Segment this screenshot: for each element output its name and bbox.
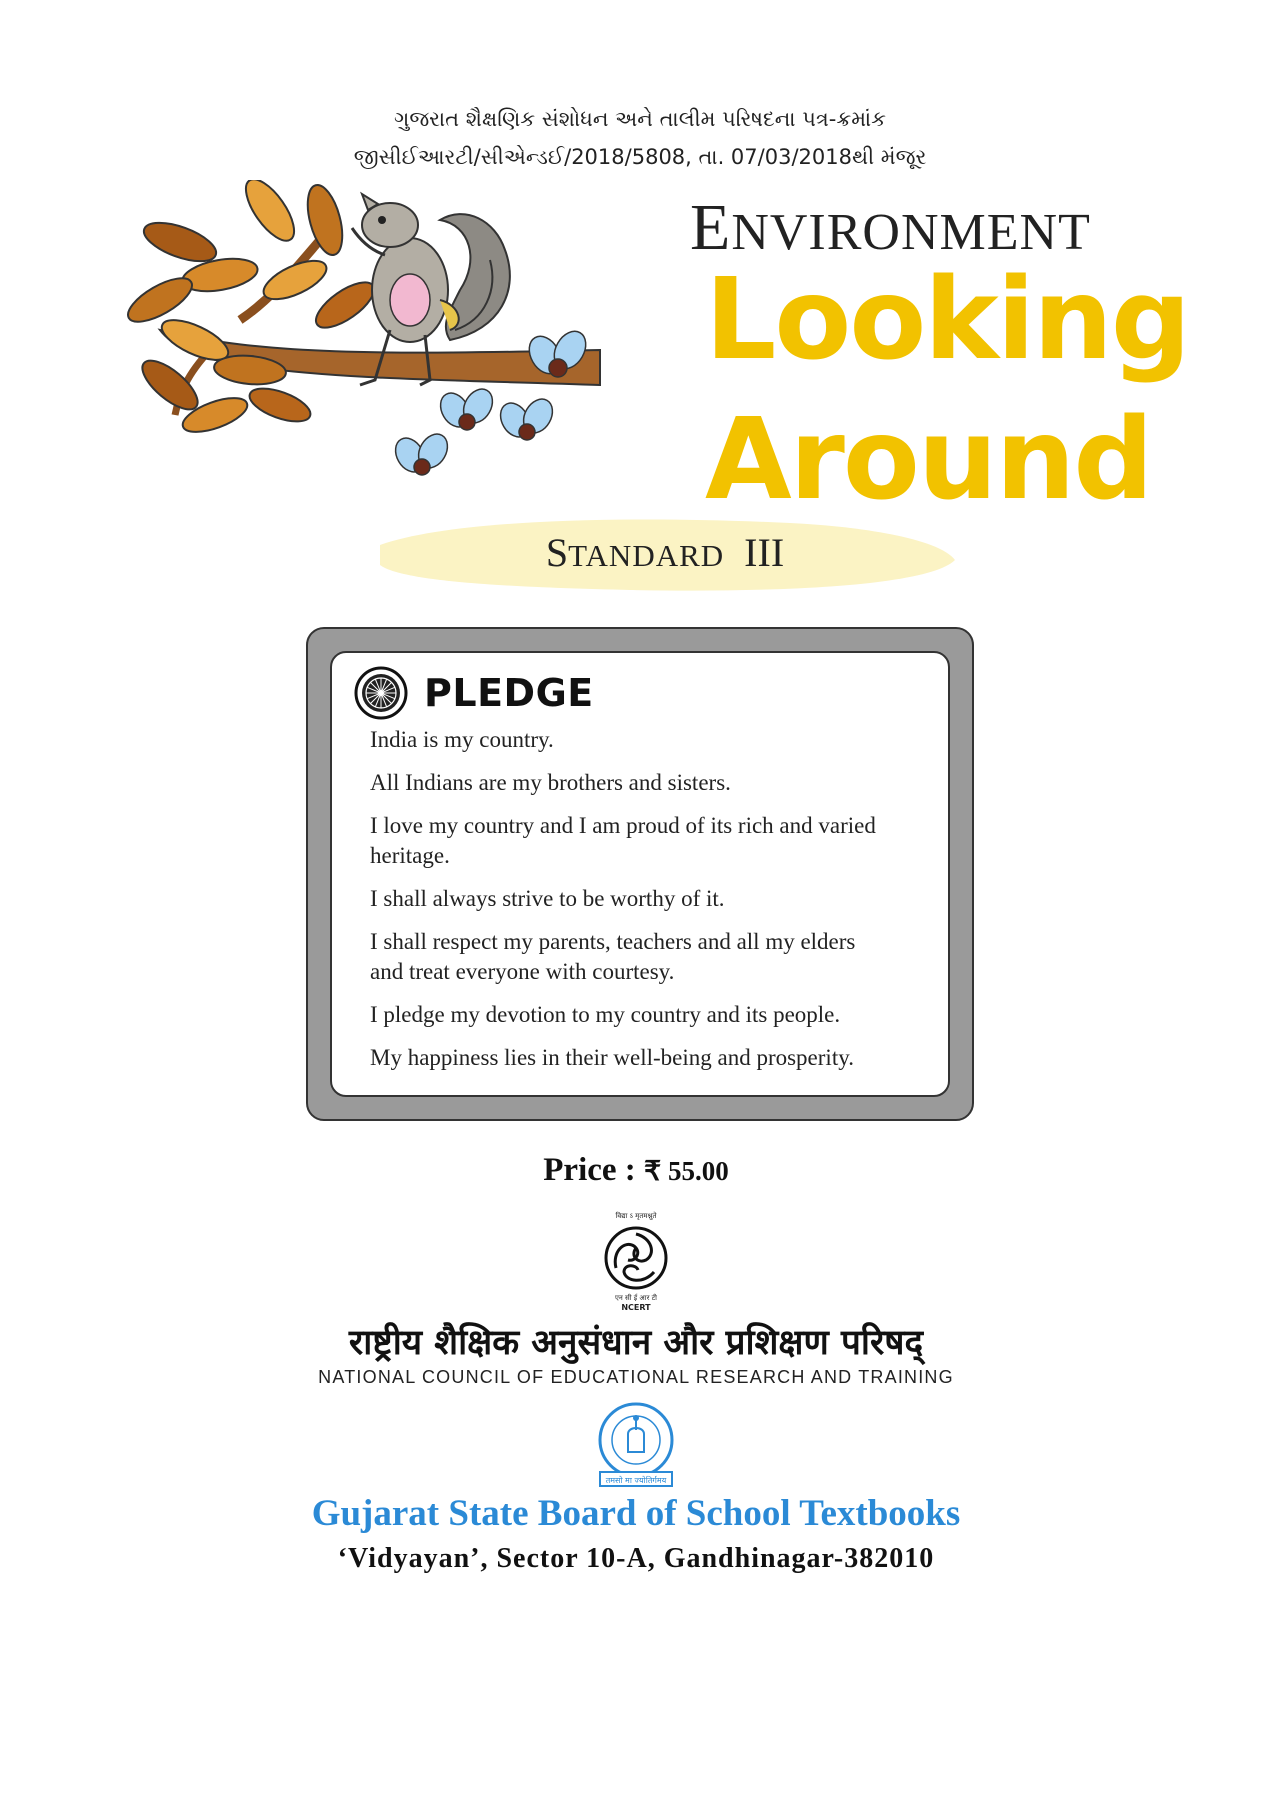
gujarat-board-logo-icon [588, 1400, 684, 1490]
pledge-line: My happiness lies in their well-being and prosperity. [370, 1045, 854, 1070]
approval-line-2: જીસીઈઆરટી/સીએન્ડઈ/2018/5808, તા. 07/03/2018થી મંજૂર [353, 145, 927, 169]
ncert-hindi-name: राष्ट्रीय शैक्षिक अनुसंधान और प्रशिक्षण परिषद् [348, 1323, 924, 1363]
pledge-line: I love my country and I am proud of its rich and varied heritage. [370, 813, 876, 868]
squirrel-illustration [120, 180, 610, 500]
pledge-line: I pledge my devotion to my country and its people. [370, 1002, 841, 1027]
board-name: Gujarat State Board of School Textbooks [311, 1493, 961, 1534]
pledge-line: I shall respect my parents, teachers and all my elders and treat everyone with courtesy. [370, 929, 856, 984]
book-title-looking: Looking [705, 255, 1190, 385]
ashoka-chakra-icon [354, 666, 408, 720]
price-label: Price : [543, 1152, 636, 1188]
approval-note [300, 100, 980, 176]
pledge-line: India is my country. [370, 727, 554, 752]
book-title-around: Around [705, 395, 1152, 525]
standard-label [370, 529, 960, 576]
price-amount: ₹ 55.00 [644, 1156, 729, 1186]
approval-line-1: ગુજરાત શૈક્ષણિક સંશોધન અને તાલીમ પરિષદના પત્ર-ક્રમાંક [393, 107, 886, 131]
bee-icon-3 [495, 394, 559, 442]
board-address: ‘Vidyayan’, Sector 10-A, Gandhinagar-382010 [337, 1543, 935, 1574]
ncert-logo-motto: विद्या ऽ मृतमश्नुते [615, 1212, 657, 1220]
standard-numeral: III [744, 530, 785, 575]
standard-rest: TANDARD [568, 538, 725, 573]
standard-banner [370, 515, 960, 595]
pledge-card [330, 651, 950, 1097]
ncert-logo-abbr: NCERT [621, 1303, 651, 1312]
bee-icon-2 [435, 384, 499, 432]
ncert-english-name: NATIONAL COUNCIL OF EDUCATIONAL RESEARCH AND TRAINING [318, 1367, 954, 1387]
standard-initial: S [545, 530, 569, 575]
ncert-logo-hindi: एन सी ई आर टी [615, 1294, 657, 1302]
pledge-header [354, 665, 594, 721]
bee-icon-4 [390, 429, 454, 477]
gujarat-logo-motto: तमसो मा ज्योतिर्गमय [605, 1476, 667, 1485]
subject-title-initial: E [690, 191, 732, 264]
subject-title-rest: NVIRONMENT [731, 204, 1091, 261]
pledge-line: I shall always strive to be worthy of it. [370, 886, 725, 911]
price [0, 1152, 1272, 1189]
pledge-title: PLEDGE [424, 671, 594, 715]
pledge-line: All Indians are my brothers and sisters. [370, 770, 731, 795]
ncert-logo-icon [590, 1208, 682, 1312]
pledge-text [370, 725, 918, 1086]
pledge-frame [306, 627, 974, 1121]
